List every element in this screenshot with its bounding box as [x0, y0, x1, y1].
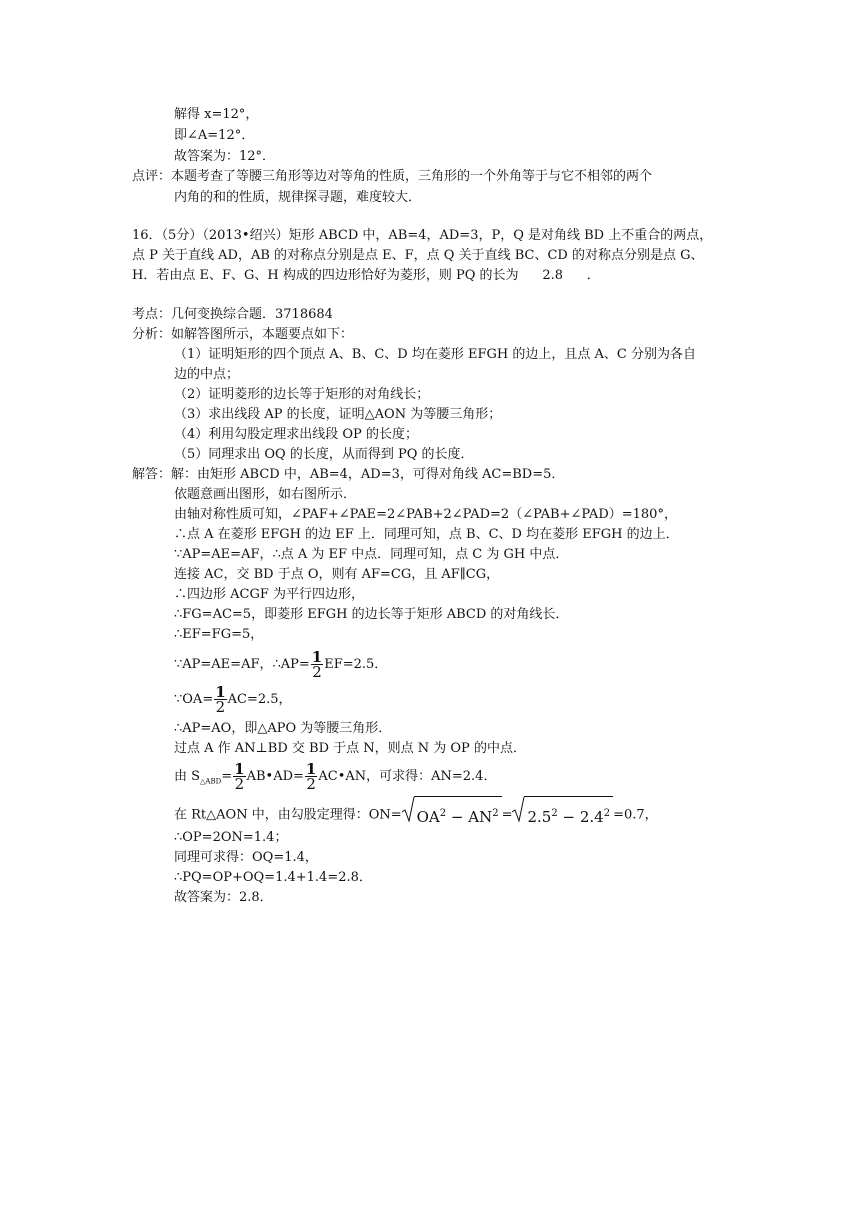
- radicand-text: OA: [416, 808, 440, 826]
- solution-line: ∴点 A 在菱形 EFGH 的边 EF 上．同理可知，点 B、C、D 均在菱形 EFGH 的边上．: [174, 527, 679, 542]
- solution-line: 解答：解：由矩形 ABCD 中，AB=4，AD=3，可得对角线 AC=BD=5．: [132, 467, 565, 482]
- analysis-title: 分析：如解答图所示，本题要点如下：: [132, 327, 354, 342]
- analysis-point: 边的中点；: [174, 367, 240, 382]
- solution-line: 同理可求得：OQ=1.4，: [174, 850, 318, 865]
- square-root: [512, 796, 613, 834]
- kaodian: 考点：几何变换综合题．3718684: [132, 307, 333, 322]
- fraction-one-half: [305, 762, 317, 791]
- solution-line-sqrt: [174, 796, 658, 834]
- answer-value: 2.8: [542, 268, 563, 283]
- question-text: H．若由点 E、F、G、H 构成的四边形恰好为菱形，则 PQ 的长为: [132, 268, 519, 283]
- analysis-point: （2）证明菱形的边长等于矩形的对角线长；: [174, 387, 430, 402]
- radical-sign-icon: [512, 796, 525, 822]
- text-line: 即∠A=12°．: [174, 128, 255, 143]
- radicand-text: − AN: [446, 808, 493, 826]
- exponent: 2: [439, 808, 447, 819]
- solution-line: ∴OP=2ON=1.4；: [174, 830, 288, 845]
- text-line: 故答案为：12°．: [174, 149, 276, 164]
- exponent: 2: [551, 808, 558, 819]
- solution-text: AB•AD=: [246, 769, 304, 784]
- solution-text: AC=2.5，: [227, 692, 292, 707]
- solution-text: ∵AP=AE=AF，∴AP=: [174, 657, 310, 672]
- solution-text: AC•AN，可求得：AN=2.4．: [318, 769, 497, 784]
- solution-line: 连接 AC，交 BD 于点 O，则有 AF=CG，且 AF∥CG，: [174, 567, 500, 582]
- radicand-text: − 2.4: [557, 808, 604, 826]
- solution-line-fraction: [174, 683, 292, 717]
- solution-line: 过点 A 作 AN⊥BD 交 BD 于点 N，则点 N 为 OP 的中点．: [174, 741, 526, 756]
- solution-line-fraction: [174, 648, 387, 682]
- question-line: [132, 268, 600, 284]
- solution-line: 由轴对称性质可知，∠PAF+∠PAE=2∠PAB+2∠PAD=2（∠PAB+∠PAD）=180°，: [174, 507, 677, 522]
- text-line: 内角的和的性质，规律探寻题，难度较大．: [174, 190, 422, 205]
- solution-line: ∴AP=AO，即△APO 为等腰三角形．: [174, 721, 392, 736]
- fraction-denominator: 2: [215, 698, 226, 716]
- fraction-one-half: [233, 762, 245, 791]
- exponent: 2: [492, 808, 499, 819]
- fraction-one-half: [311, 650, 323, 679]
- analysis-point: （4）利用勾股定理求出线段 OP 的长度；: [174, 427, 418, 442]
- solution-text: 在 Rt△AON 中，由勾股定理得：ON=: [174, 807, 402, 823]
- solution-line-area: [174, 760, 496, 799]
- solution-text: EF=2.5．: [324, 657, 388, 672]
- solution-text: =: [221, 769, 233, 784]
- solution-text: 由 S: [174, 769, 201, 784]
- square-root: [402, 796, 502, 834]
- solution-line: ∴EF=FG=5，: [174, 627, 264, 642]
- solution-line: 依题意画出图形，如右图所示．: [174, 487, 357, 502]
- radicand-text: 2.5: [527, 808, 552, 826]
- solution-text: =: [501, 807, 513, 823]
- solution-line: ∴PQ=OP+OQ=1.4+1.4=2.8．: [174, 870, 372, 885]
- solution-text: ∵OA=: [174, 692, 214, 707]
- fraction-denominator: 2: [234, 775, 245, 793]
- subscript: △ABD: [200, 777, 222, 786]
- text-line: 解得 x=12°，: [174, 107, 259, 122]
- solution-text: =0.7，: [613, 807, 658, 823]
- comment-label: 点评：本题考查了等腰三角形等边对等角的性质，三角形的一个外角等于与它不相邻的两个: [132, 169, 653, 184]
- fraction-one-half: [214, 685, 226, 714]
- analysis-point: （1）证明矩形的四个顶点 A、B、C、D 均在菱形 EFGH 的边上，且点 A、C 分别为各自: [174, 347, 696, 362]
- solution-line: ∴FG=AC=5，即菱形 EFGH 的边长等于矩形 ABCD 的对角线长．: [174, 607, 569, 622]
- solution-line: 故答案为：2.8．: [174, 890, 273, 905]
- fraction-numerator: 1: [234, 760, 245, 778]
- question-line: 点 P 关于直线 AD，AB 的对称点分别是点 E、F，点 Q 关于直线 BC、CD 的对称点分别是点 G、: [132, 248, 704, 263]
- fraction-numerator: 1: [311, 648, 323, 666]
- exponent: 2: [603, 808, 611, 819]
- question-line: 16．（5分）（2013•绍兴）矩形 ABCD 中，AB=4，AD=3，P，Q 是对角线 BD 上不重合的两点，: [132, 228, 713, 243]
- fraction-numerator: 1: [215, 683, 226, 701]
- radical-sign-icon: [402, 796, 415, 822]
- analysis-point: （3）求出线段 AP 的长度，证明△AON 为等腰三角形；: [174, 407, 502, 422]
- question-text: ．: [586, 268, 600, 283]
- fraction-numerator: 1: [305, 760, 317, 778]
- solution-line: ∴四边形 ACGF 为平行四边形，: [174, 587, 365, 602]
- analysis-point: （5）同理求出 OQ 的长度，从而得到 PQ 的长度．: [174, 447, 474, 462]
- fraction-denominator: 2: [312, 663, 322, 681]
- solution-line: ∵AP=AE=AF，∴点 A 为 EF 中点．同理可知，点 C 为 GH 中点．: [174, 547, 569, 562]
- fraction-denominator: 2: [306, 775, 316, 793]
